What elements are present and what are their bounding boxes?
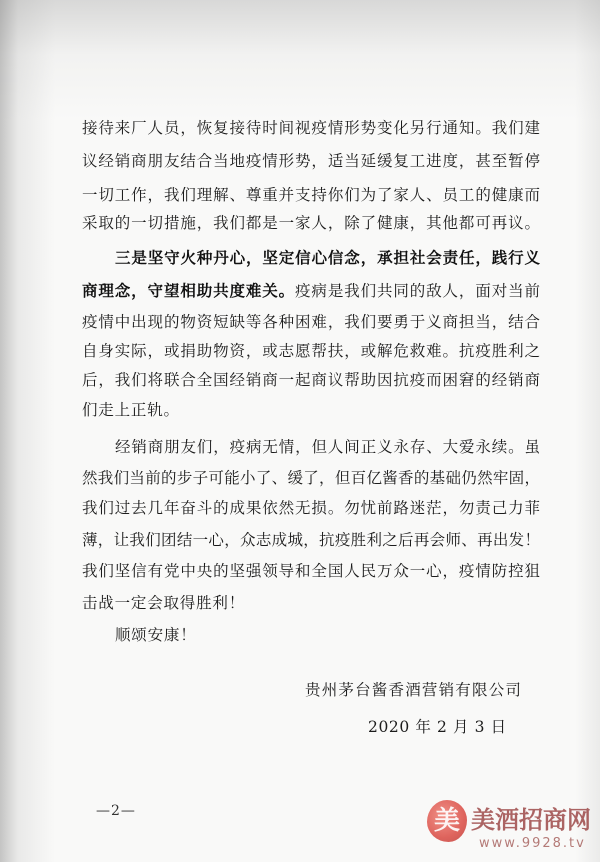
- body-line: 然我们当前的步子可能小了、缓了，但百亿酱香的基础仍然牢固，: [82, 469, 540, 487]
- page-number: —2—: [96, 803, 136, 819]
- body-line: 疫情中出现的物资短缺等各种困难，我们要勇于义商担当，结合: [82, 313, 540, 331]
- body-line: 采取的一切措施，我们都是一家人，除了健康，其他都可再议。: [82, 214, 540, 232]
- body-text: 疫病是我们共同的敌人，面对当前: [295, 282, 540, 300]
- body-line: 经销商朋友们，疫病无情，但人间正义永存、大爱永续。虽: [115, 438, 540, 456]
- signature-date: 2020 年 2 月 3 日: [368, 718, 507, 736]
- watermark-site-name: 美酒招商网: [471, 806, 591, 834]
- watermark-url: www.9928.tv: [479, 836, 586, 851]
- body-line: [82, 281, 540, 301]
- watermark-logo-icon: 美: [427, 800, 467, 842]
- body-line: 击战一定会取得胜利！: [82, 594, 246, 612]
- body-line: 自身实际，或捐助物资，或志愿帮扶，或解危救难。抗疫胜利之: [82, 342, 540, 360]
- body-line: 后，我们将联合全国经销商一起商议帮助因抗疫而困窘的经销商: [82, 371, 540, 389]
- bold-heading-text: 商理念，守望相助共度难关。: [82, 281, 296, 300]
- closing-salutation: 顺颂安康！: [115, 626, 197, 644]
- body-line: 我们坚信有党中央的坚强领导和全国人民万众一心，疫情防控狙: [82, 562, 540, 580]
- body-line: 议经销商朋友结合当地疫情形势，适当延缓复工进度，甚至暂停: [82, 152, 540, 170]
- body-line: 薄，让我们团结一心，众志成城，抗疫胜利之后再会师、再出发！: [82, 531, 540, 549]
- body-line: 我们过去几年奋斗的成果依然无损。勿忧前路迷茫，勿责己力菲: [82, 499, 540, 517]
- signature-company: 贵州茅台酱香酒营销有限公司: [305, 681, 523, 699]
- body-line: 一切工作，我们理解、尊重并支持你们为了家人、员工的健康而: [82, 186, 540, 204]
- body-line: 接待来厂人员，恢复接待时间视疫情形势变化另行通知。我们建: [82, 119, 540, 137]
- body-line: 们走上正轨。: [82, 401, 180, 419]
- bold-heading-line: 三是坚守火种丹心，坚定信心信念，承担社会责任，践行义: [115, 248, 540, 267]
